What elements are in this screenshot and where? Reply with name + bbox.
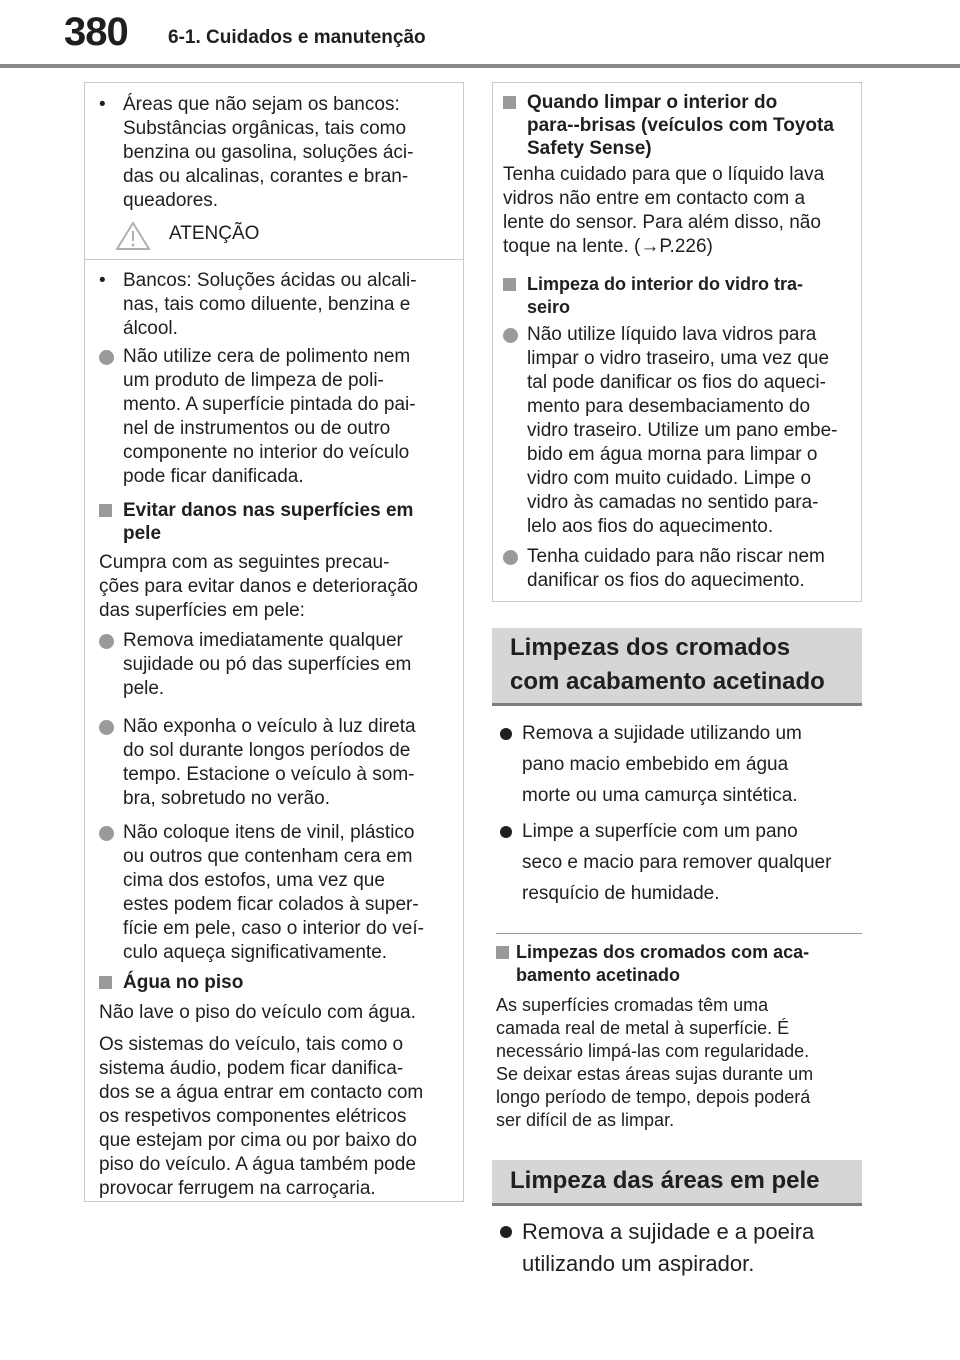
page-number: 380: [64, 10, 128, 54]
circle-bullet-icon: [99, 720, 114, 735]
text-line: componente no interior do veículo: [123, 442, 410, 463]
bullet-icon: [500, 826, 512, 838]
caution-box-left: [84, 82, 464, 1202]
paragraph: Os sistemas do veículo, tais como o sistema áudio, podem ficar danifica- dos se a água entrar em contacto com os respetivos componentes elétricos que estejam por cima ou por baixo do piso do veículo. A água também pode provocar ferrugem na carroçaria.: [99, 1034, 424, 1199]
subsection-heading: Água no piso: [99, 971, 461, 994]
paragraph: As superfícies cromadas têm uma camada real de metal à superfície. É necessário limpá-las com regularidade. Se deixar estas áreas sujas durante um longo período de tempo, depois poderá ser difícil de as limpar.: [496, 995, 814, 1130]
list-item: Não exponha o veículo à luz direta do sol durante longos períodos de tempo. Estacione o veículo à som- bra, sobretudo no verão.: [99, 715, 461, 811]
bullet-item: • Áreas que não sejam os bancos: Substâncias orgânicas, tais como benzina ou gasolina, soluções áci- das ou alcalinas, corantes e bran- queadores.: [99, 93, 459, 213]
list-item: Tenha cuidado para não riscar nem danificar os fios do aquecimento.: [503, 545, 859, 593]
paragraph: Cumpra com as seguintes precau- ções para evitar danos e deterioração das superfícies em pele:: [99, 552, 418, 621]
square-icon: [99, 976, 112, 989]
text-line: Não utilize cera de polimento nem: [123, 346, 411, 367]
list-item: Remova a sujidade e a poeira utilizando um aspirador.: [500, 1216, 860, 1280]
divider: [496, 933, 862, 934]
square-icon: [496, 946, 509, 959]
paragraph: Tenha cuidado para que o líquido lava vidros não entre em contacto com a lente do sensor. Para além disso, não toque na lente. (→P.226): [503, 164, 825, 257]
square-icon: [503, 96, 516, 109]
bullet-icon: [500, 728, 512, 740]
text-line: Substâncias orgânicas, tais como: [123, 118, 407, 139]
text-line: benzina ou gasolina, soluções áci-: [123, 142, 414, 163]
text-line: Bancos: Soluções ácidas ou alcali-: [123, 270, 417, 291]
text-line: um produto de limpeza de poli-: [123, 370, 384, 391]
bullet-item: • Bancos: Soluções ácidas ou alcali- nas, tais como diluente, benzina e álcool.: [99, 269, 459, 341]
list-item: [99, 345, 461, 489]
square-icon: [503, 278, 516, 291]
text-line: nas, tais como diluente, benzina e: [123, 294, 411, 315]
info-box-right: [492, 82, 862, 602]
caution-label: ATENÇÃO: [169, 223, 260, 244]
page-header: [0, 0, 960, 68]
text-line: mento. A superfície pintada do pai-: [123, 394, 416, 415]
subsection-heading: Limpezas dos cromados com aca- bamento acetinado: [496, 941, 860, 987]
text-line: Áreas que não sejam os bancos:: [123, 94, 400, 115]
list-item: Não utilize líquido lava vidros para limpar o vidro traseiro, uma vez que tal pode danificar os fios do aqueci- mento para desembaciamento do vidro traseiro. Utilize um pano embe- bido em água morna para limpar o vidro com muito cuidado. Limpe o vidro às camadas no sentido para- lelo aos fios do aquecimento.: [503, 323, 859, 539]
circle-bullet-icon: [99, 634, 114, 649]
list-item: Não coloque itens de vinil, plástico ou outros que contenham cera em cima dos estofos, uma vez que estes podem ficar colados à super- fície em pele, caso o interior do veí- culo aqueça significativamente.: [99, 821, 463, 965]
text-line: das ou alcalinas, corantes e bran-: [123, 166, 409, 187]
text-line: queadores.: [123, 190, 219, 211]
square-icon: [99, 504, 112, 517]
list-item: Limpe a superfície com um pano seco e macio para remover qualquer resquício de humidade.: [500, 816, 860, 909]
text-line: nel de instrumentos ou de outro: [123, 418, 391, 439]
warning-triangle-icon: [115, 221, 151, 251]
section-title: 6-1. Cuidados e manutenção: [168, 27, 426, 48]
text-line: álcool.: [123, 318, 178, 339]
subsection-heading: Limpeza do interior do vidro tra- seiro: [503, 273, 859, 319]
paragraph: Não lave o piso do veículo com água.: [99, 1002, 416, 1023]
section-heading-band: Limpeza das áreas em pele: [492, 1160, 862, 1206]
subsection-heading: Evitar danos nas superfícies em pele: [99, 499, 461, 545]
circle-bullet-icon: [503, 328, 518, 343]
list-item: Remova imediatamente qualquer sujidade ou pó das superfícies em pele.: [99, 629, 461, 701]
header-rule: [0, 64, 960, 68]
circle-bullet-icon: [503, 550, 518, 565]
circle-bullet-icon: [99, 350, 114, 365]
text-line: pode ficar danificada.: [123, 466, 304, 487]
section-heading-band: Limpezas dos cromados com acabamento acetinado: [492, 628, 862, 706]
list-item: Remova a sujidade utilizando um pano macio embebido em água morte ou uma camurça sintética.: [500, 718, 860, 811]
caution-header: [85, 211, 463, 260]
circle-bullet-icon: [99, 826, 114, 841]
bullet-icon: [500, 1226, 512, 1238]
subsection-heading: Quando limpar o interior do para--brisas (veículos com Toyota Safety Sense): [503, 91, 859, 160]
